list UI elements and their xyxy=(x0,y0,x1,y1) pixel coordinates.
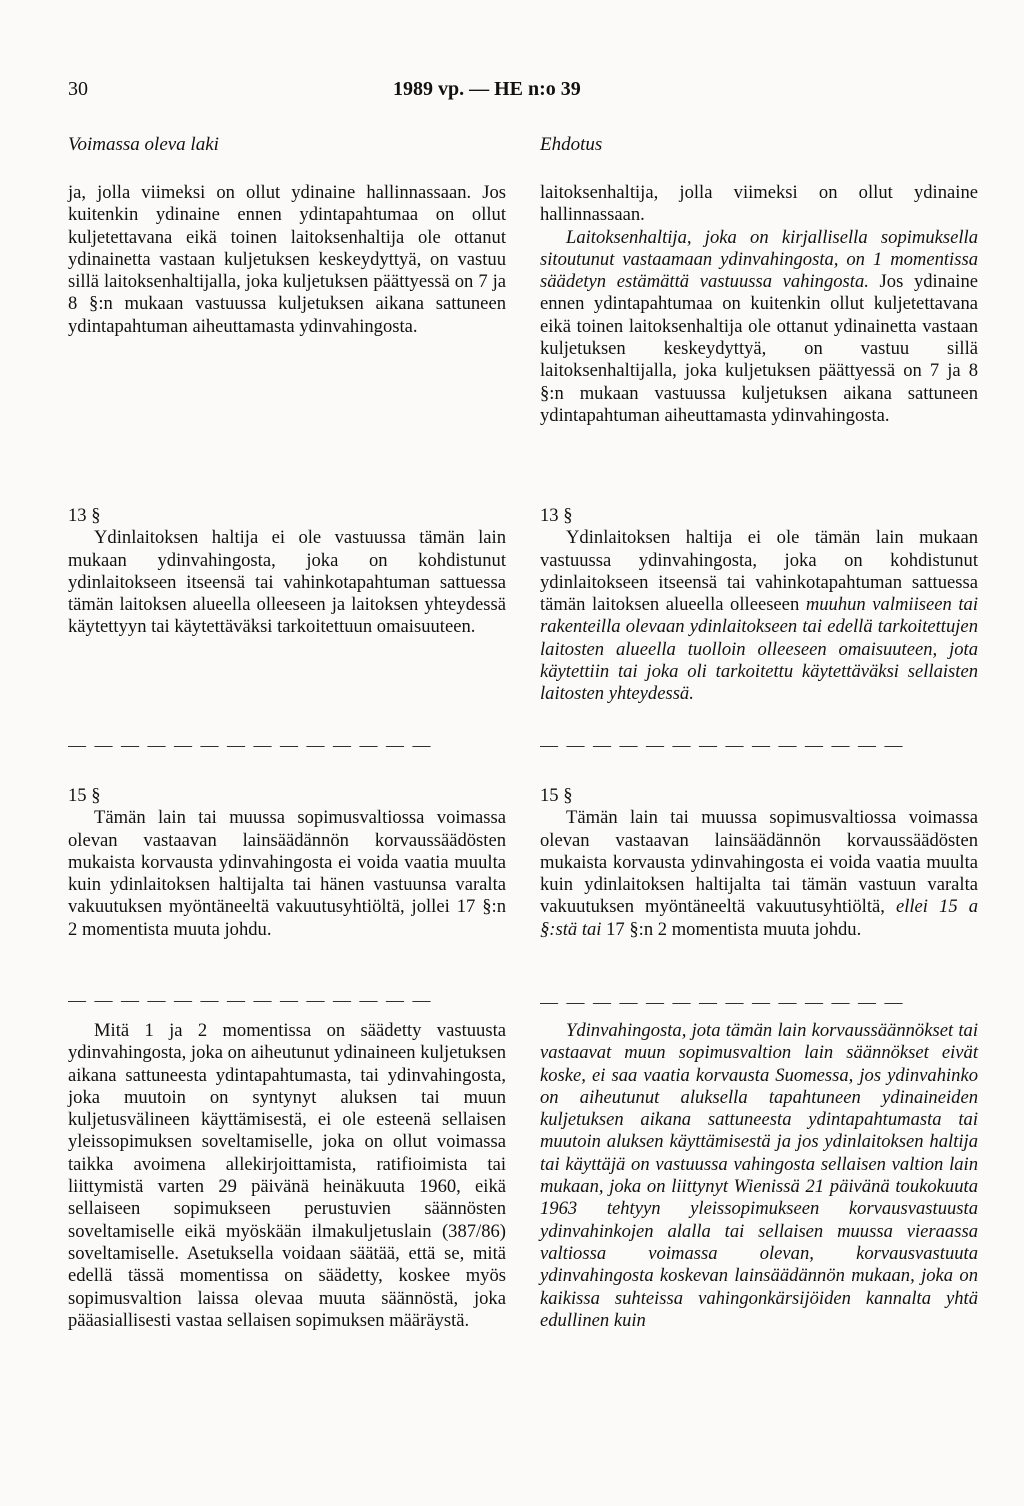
right-section-13-text xyxy=(540,527,978,705)
right-column-heading: Ehdotus xyxy=(540,134,603,155)
right-paragraph-2-italic: Laitoksenhaltija, joka on kirjallisella sopimuksella sitoutunut vastaamaan ydinvahingosta, on 1 momentissa säädetyn estämättä vastuussa vahingosta. xyxy=(540,226,978,293)
right-section-15-end: 17 §:n 2 momentista muuta johdu. xyxy=(601,918,862,940)
left-section-13-title: 13 § xyxy=(68,505,101,526)
left-section-15-title: 15 § xyxy=(68,785,101,806)
right-section-15-italic: ellei 15 a §:stä tai xyxy=(540,896,978,940)
right-final-paragraph xyxy=(540,1020,978,1332)
page-number: 30 xyxy=(68,78,88,100)
left-omission-dashes-1: — — — — — — — — — — — — — — xyxy=(68,735,433,755)
left-section-15-text: Tämän lain tai muussa sopimusvaltiossa voimassa olevan vastaavan lainsäädännön korvaussäädösten mukaista korvausta ydinvahingosta ei voida vaatia muulta kuin ydinlaitoksen haltijalta tai hänen vastuunsa varalta vakuutuksen myöntäneeltä vakuutusyhtiöltä, jollei 17 §:n 2 momentista muuta johdu. xyxy=(68,807,506,940)
left-final-paragraph xyxy=(68,1020,506,1332)
left-final-paragraph-text: Mitä 1 ja 2 momentissa on säädetty vastuusta ydinvahingosta, joka on aiheutunut ydinaineen kuljetuksen aikana sattuneesta ydintapahtumasta, tai ydinvahingosta, joka muutoin on syntynyt aluksen tai muun kuljetusvälineen käyttämisestä, ei ole esteenä sellaisen yleissopimuksen soveltamiselle, joka on ollut voimassa taikka avoimena allekirjoittamista, ratifioimista tai liittymistä varten 29 päivänä heinäkuuta 1960, eikä sellaiseen sopimukseen perustuvien säännösten soveltamiselle eikä myöskään ilmakuljetuslain (387/86) soveltamiselle. Asetuksella voidaan säätää, että se, mitä edellä tässä momentissa on säädetty, koskee myös sopimusvaltion laissa olevaa muuta säännöstä, joka pääasiallisesti vastaa sellaisen sopimuksen määräystä. xyxy=(68,1020,506,1331)
right-section-15-text xyxy=(540,807,978,941)
right-section-15-title: 15 § xyxy=(540,785,573,806)
right-paragraph-1: laitoksenhaltija, jolla viimeksi on ollut ydinaine hallinnassaan. xyxy=(540,182,978,226)
left-paragraph-1: ja, jolla viimeksi on ollut ydinaine hallinnassaan. Jos kuitenkin ydinaine ennen ydintapahtumaa on ollut kuljetettavana eikä toinen laitoksenhaltija ole ottanut ydinainetta vastaan kuljetuksen keskeydyttyä, on vastuu sillä laitoksenhaltijalla, joka kuljetuksen päättyessä on 7 ja 8 §:n mukaan vastuussa kuljetuksen aikana sattuneen ydintapahtuman aiheuttamasta ydinvahingosta. xyxy=(68,182,506,337)
right-block-1 xyxy=(540,182,978,427)
left-block-1 xyxy=(68,182,506,338)
right-omission-dashes-1: — — — — — — — — — — — — — — xyxy=(540,735,905,755)
right-final-paragraph-italic: Ydinvahingosta, jota tämän lain korvaussäännökset tai vastaavat muun sopimusvaltion lain säännökset eivät koske, ei saa vaatia korvausta Suomessa, jos ydinvahinko on aiheutunut aluksella tapahtuneen ydinaineiden kuljetuksen aikana sattuneesta ydintapahtumasta tai muutoin aluksen käyttämisestä ja jos ydinlaitoksen haltija tai käyttäjä on vastuussa vahingosta sellaisen valtion lain mukaan, joka on liittynyt Wienissä 21 päivänä toukokuuta 1963 tehtyyn yleissopimukseen korvausvastuusta ydinvahinkojen alalla tai sellaisen muussa vieraassa valtiossa voimassa olevan, korvausvastuuta ydinvahingosta koskevan lainsäädännön mukaan, joka on kaikissa suhteissa vahingonkärsijöiden kannalta yhtä edullinen kuin xyxy=(540,1020,978,1331)
page-title: 1989 vp. — HE n:o 39 xyxy=(393,78,581,100)
left-section-13 xyxy=(68,505,506,639)
right-section-15 xyxy=(540,785,978,941)
right-section-13-italic: muuhun valmiiseen tai rakenteilla olevaan ydinlaitokseen tai edellä tarkoitettujen laitosten alueella tuolloin olleeseen omaisuuteen, jota käytettiin tai joka oli tarkoitettu käytettäväksi sellaisten laitosten yhteydessä. xyxy=(540,594,978,705)
right-final-paragraph-text xyxy=(540,1020,978,1332)
left-column-heading: Voimassa oleva laki xyxy=(68,134,219,155)
left-section-13-text: Ydinlaitoksen haltija ei ole vastuussa tämän lain mukaan ydinvahingosta, joka on kohdistunut ydinlaitokseen itseensä tai vahinkotapahtuman sattuessa tämän laitoksen alueella olleeseen ja laitoksen yhteydessä käytettyyn tai käytettäväksi tarkoitettuun omaisuuteen. xyxy=(68,527,506,638)
right-paragraph-2-rest: Jos ydinaine ennen ydintapahtumaa on kuitenkin ollut kuljetettavana eikä toinen laitoksenhaltija ole ottanut ydinainetta vastaan kuljetuksen keskeydyttyä, on vastuu sillä laitoksenhaltijalla, joka kuljetuksen päättyessä on 7 ja 8 §:n mukaan vastuussa kuljetuksen aikana sattuneen ydintapahtuman aiheuttamasta ydinvahingosta. xyxy=(540,271,978,426)
left-section-15 xyxy=(68,785,506,941)
left-omission-dashes-2: — — — — — — — — — — — — — — xyxy=(68,990,433,1010)
right-section-15-plain: Tämän lain tai muussa sopimusvaltiossa voimassa olevan vastaavan lainsäädännön korvaussäädösten mukaista korvausta ydinvahingosta ei voida vaatia muulta kuin ydinlaitoksen haltijalta tai tämän vastuun varalta vakuutuksen myöntäneeltä vakuutusyhtiöltä, xyxy=(540,807,978,918)
right-paragraph-2 xyxy=(540,227,978,428)
right-section-13-plain: Ydinlaitoksen haltija ei ole tämän lain mukaan vastuussa ydinvahingosta, joka on kohdistunut ydinlaitokseen itseensä tai vahinkotapahtuman sattuessa tämän laitoksen alueella olleeseen xyxy=(540,527,978,616)
right-omission-dashes-2: — — — — — — — — — — — — — — xyxy=(540,992,905,1012)
right-section-13 xyxy=(540,505,978,706)
right-section-13-title: 13 § xyxy=(540,505,573,526)
